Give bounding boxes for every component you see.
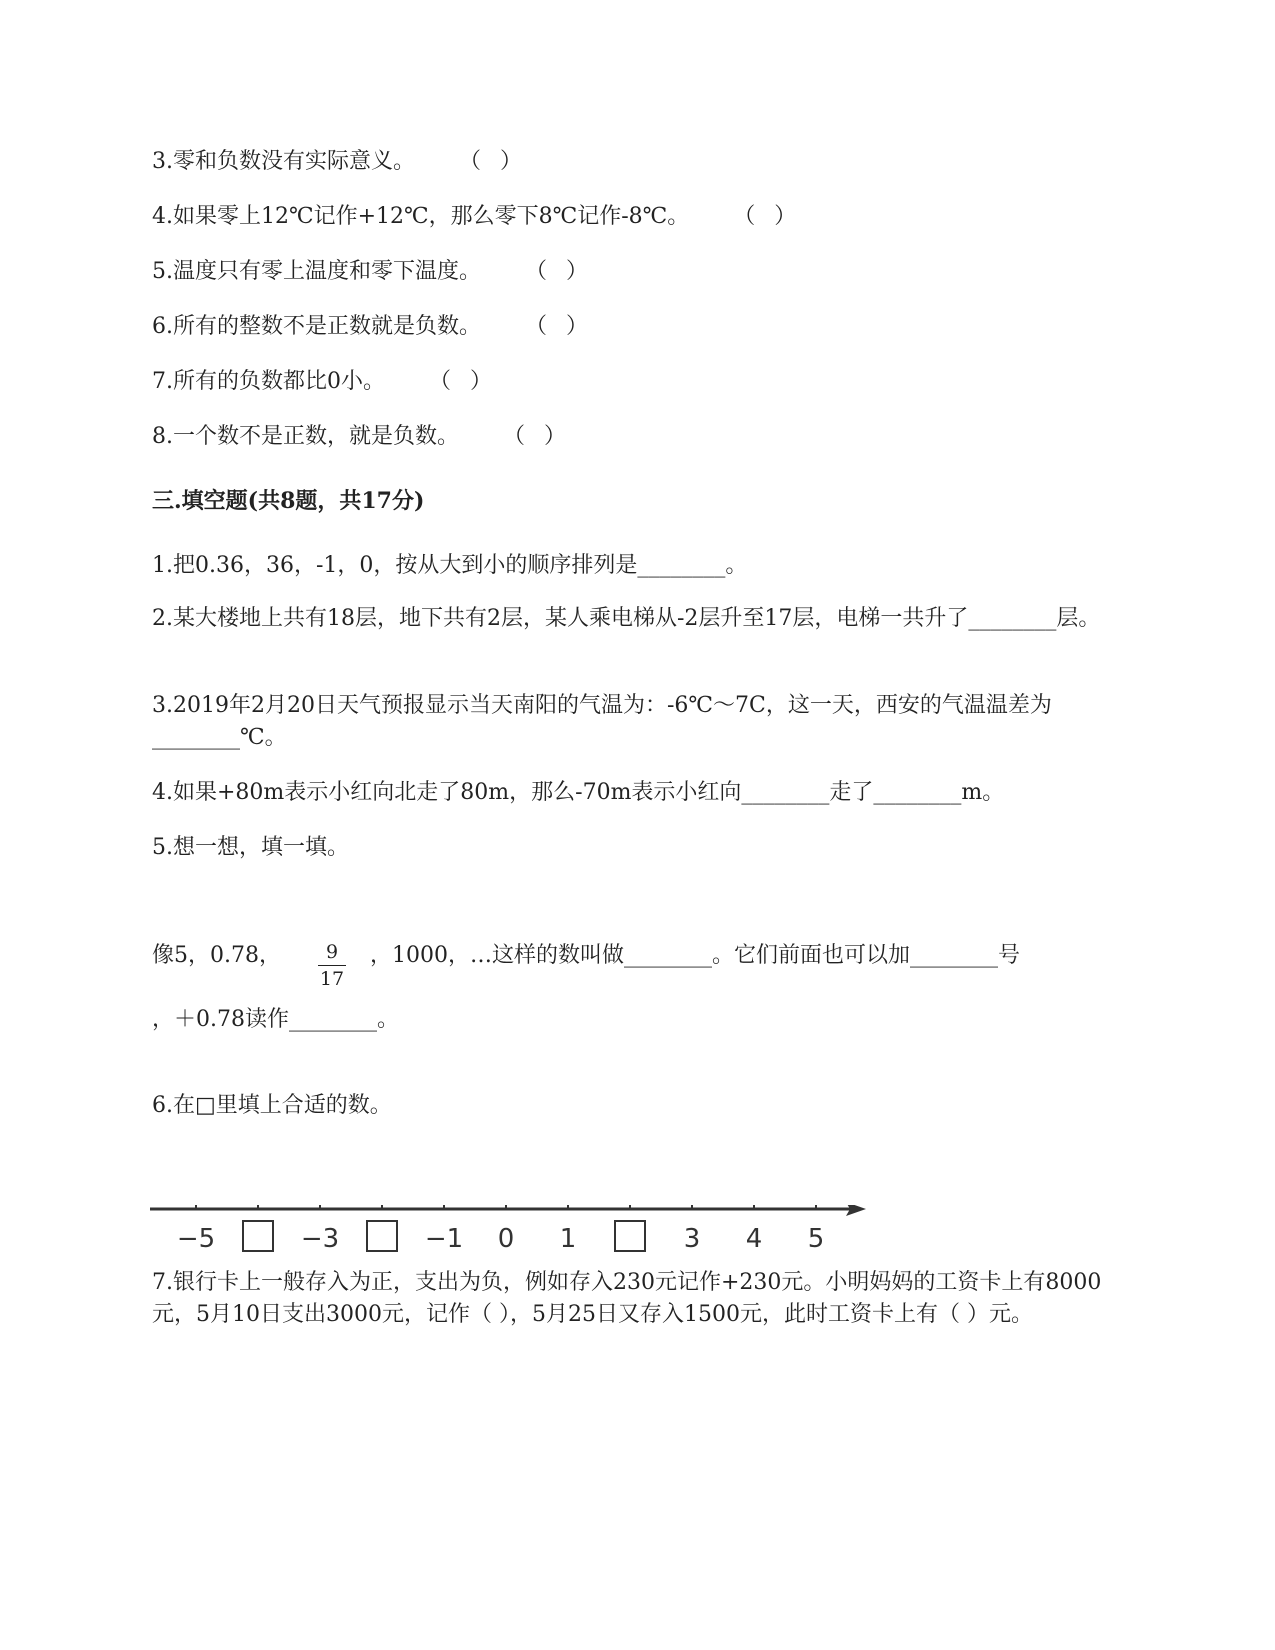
blank-box[interactable]: [367, 1221, 397, 1251]
question-5-line-1a: 像5，0.78，: [152, 943, 281, 968]
fraction-denominator: 17: [319, 968, 345, 990]
fraction: [318, 940, 346, 991]
section-heading: 三.填空题(共8题，共17分): [152, 488, 425, 514]
tf-item: [152, 421, 572, 453]
answer-parentheses: （ ）: [503, 424, 572, 449]
question-5-line-2: ，＋0.78读作________。: [152, 1007, 399, 1032]
blank-box[interactable]: [243, 1221, 273, 1251]
answer-parentheses: （ ）: [733, 204, 803, 229]
tf-item-text: 8.一个数不是正数，就是负数。: [152, 424, 459, 449]
tf-item: [152, 256, 594, 288]
answer-parentheses: （ ）: [525, 314, 594, 339]
tf-item-text: 3.零和负数没有实际意义。: [152, 149, 415, 174]
tf-item-text: 7.所有的负数都比0小。: [152, 369, 385, 394]
number-line-label: −3: [300, 1224, 340, 1254]
tf-item: [152, 146, 528, 178]
number-line-label: 1: [559, 1224, 577, 1254]
number-line-label: 4: [745, 1224, 763, 1254]
question-5-title: 5.想一想，填一填。: [152, 835, 349, 860]
fraction-numerator: 9: [318, 940, 346, 966]
tf-item: [152, 201, 802, 233]
tf-item-text: 5.温度只有零上温度和零下温度。: [152, 259, 481, 284]
tf-item-text: 4.如果零上12℃记作+12℃，那么零下8℃记作-8℃。: [152, 204, 690, 229]
number-line-label: −5: [176, 1224, 216, 1254]
tf-item-text: 6.所有的整数不是正数就是负数。: [152, 314, 481, 339]
tf-item: [152, 311, 594, 343]
question-5-line-1b: ，1000，…这样的数叫做________。它们前面也可以加________号: [370, 943, 1020, 968]
answer-parentheses: （ ）: [459, 149, 528, 174]
tf-item: [152, 366, 498, 398]
question-2: 2.某大楼地上共有18层，地下共有2层，某人乘电梯从-2层升至17层，电梯一共升了________层。: [152, 606, 1101, 631]
number-line-label: 0: [497, 1224, 515, 1254]
answer-parentheses: （ ）: [525, 259, 594, 284]
number-line-label: 3: [683, 1224, 701, 1254]
question-1: 1.把0.36，36，-1，0，按从大到小的顺序排列是________。: [152, 553, 748, 578]
question-4: 4.如果+80m表示小红向北走了80m，那么-70m表示小红向________走了________m。: [152, 780, 1005, 805]
question-3: 3.2019年2月20日天气预报显示当天南阳的气温为：-6℃～7C，这一天，西安的气温温差为________℃。: [152, 693, 1052, 750]
question-6: 6.在□里填上合适的数。: [152, 1093, 392, 1118]
number-line-label: 5: [807, 1224, 825, 1254]
question-7: 7.银行卡上一般存入为正，支出为负，例如存入230元记作+230元。小明妈妈的工资卡上有8000元，5月10日支出3000元，记作（ ），5月25日又存入1500元，此时工资卡上有（ ）元。: [152, 1270, 1102, 1327]
answer-parentheses: （ ）: [429, 369, 498, 394]
blank-box[interactable]: [615, 1221, 645, 1251]
number-line-label: −1: [424, 1224, 464, 1254]
